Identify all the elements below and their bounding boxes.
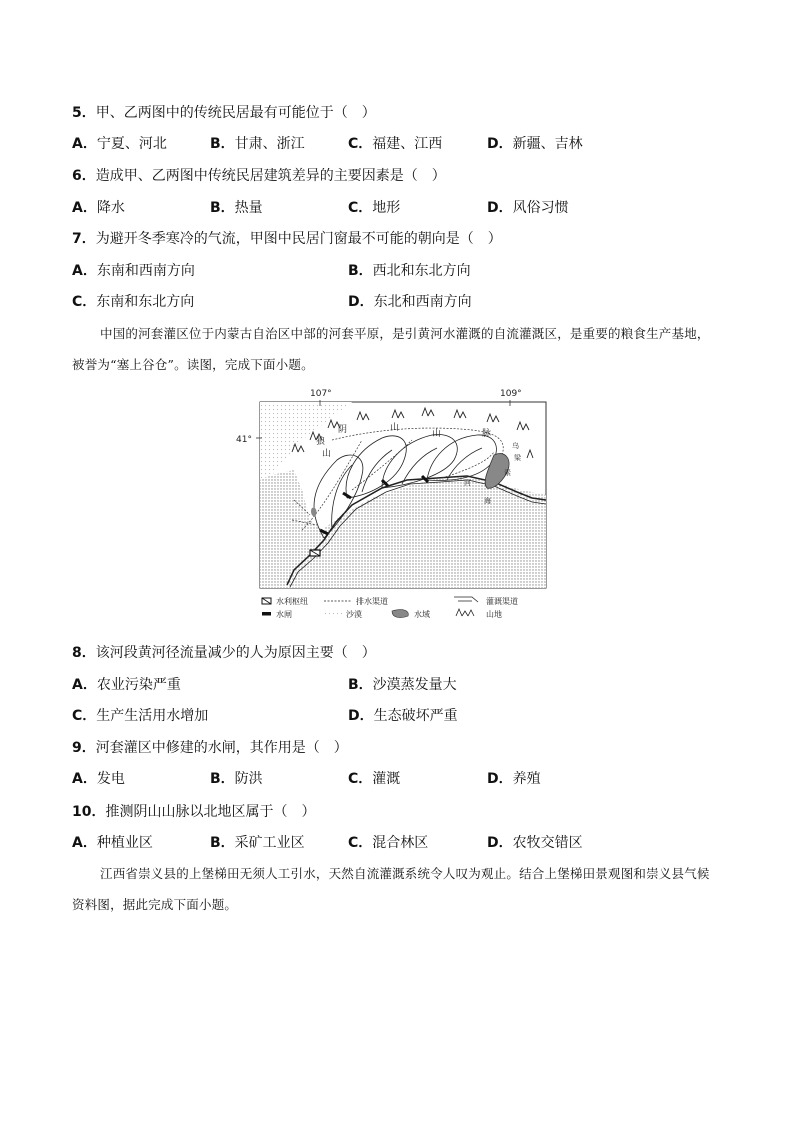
- option-9d[interactable]: D．养殖: [487, 771, 541, 787]
- lon-label-109: 109°: [500, 389, 522, 399]
- option-10b[interactable]: B．采矿工业区: [210, 835, 305, 851]
- option-5c[interactable]: C．福建、江西: [348, 136, 443, 152]
- option-5a[interactable]: A．宁夏、河北: [72, 136, 167, 152]
- option-7b[interactable]: B．西北和东北方向: [348, 263, 471, 279]
- legend-hub: 水利枢纽: [276, 597, 308, 606]
- label-shan: 山: [390, 423, 400, 433]
- label-he: 河: [464, 479, 471, 487]
- option-10d[interactable]: D．农牧交错区: [487, 835, 583, 851]
- option-6d[interactable]: D．风俗习惯: [487, 200, 569, 216]
- map-legend: [262, 596, 518, 619]
- question-8: [72, 644, 376, 662]
- option-9b[interactable]: B．防洪: [210, 771, 263, 787]
- option-7d[interactable]: D．东北和西南方向: [348, 294, 472, 310]
- label-lang: 狼: [316, 437, 326, 447]
- label-shan2: 山: [432, 429, 442, 439]
- question-number: 9．: [72, 740, 96, 756]
- option-9a[interactable]: A．发电: [72, 771, 125, 787]
- label-yin: 阴: [338, 425, 348, 435]
- question-number: 5．: [72, 105, 96, 121]
- option-10c[interactable]: C．混合林区: [348, 835, 429, 851]
- passage-hetao: 中国的河套灌区位于内蒙古自治区中部的河套平原，是引黄河水灌溉的自流灌溉区，是重要的粮食生产基地，被誉为“塞上谷仓”。读图，完成下面小题。: [72, 326, 710, 372]
- lat-label-41: 41°: [236, 435, 252, 445]
- question-number: 7．: [72, 231, 96, 247]
- label-su: 素: [504, 469, 511, 477]
- option-8d[interactable]: D．生态破坏严重: [348, 708, 458, 724]
- legend-gate: 水闸: [276, 610, 292, 619]
- option-6c[interactable]: C．地形: [348, 200, 401, 216]
- option-7c[interactable]: C．东南和东北方向: [72, 294, 195, 310]
- legend-mountain: 山地: [486, 610, 502, 619]
- option-8c[interactable]: C．生产生活用水增加: [72, 708, 209, 724]
- legend-desert: 沙漠: [346, 610, 362, 619]
- question-number: 8．: [72, 645, 96, 661]
- option-6a[interactable]: A．降水: [72, 200, 125, 216]
- question-9: [72, 739, 348, 757]
- question-number: 10．: [72, 804, 106, 820]
- label-shan3: 山: [322, 449, 332, 459]
- lon-label-107: 107°: [310, 389, 332, 399]
- hetao-irrigation-map: [232, 380, 572, 620]
- question-text: 甲、乙两图中的传统民居最有可能位于（ ）: [95, 105, 376, 121]
- legend-canal: 灌溉渠道: [486, 597, 518, 606]
- passage-shangbao: 江西省崇义县的上堡梯田无须人工引水，天然自流灌溉系统令人叹为观止。结合上堡梯田景观图和崇义县气候资料图，据此完成下面小题。: [72, 866, 710, 912]
- question-number: 6．: [72, 168, 96, 184]
- option-10a[interactable]: A．种植业区: [72, 835, 153, 851]
- question-text: 推测阴山山脉以北地区属于（ ）: [105, 804, 316, 820]
- legend-drain: 排水渠道: [356, 597, 388, 606]
- question-5: [72, 104, 376, 122]
- label-wu: 乌: [512, 442, 519, 450]
- question-text: 为避开冬季寒冷的气流，甲图中民居门窗最不可能的朝向是（ ）: [95, 231, 502, 247]
- option-5b[interactable]: B．甘肃、浙江: [210, 136, 305, 152]
- option-8b[interactable]: B．沙漠蒸发量大: [348, 677, 457, 693]
- question-10: [72, 803, 315, 821]
- question-6: [72, 167, 446, 185]
- option-7a[interactable]: A．东南和西南方向: [72, 263, 195, 279]
- option-5d[interactable]: D．新疆、吉林: [487, 136, 583, 152]
- question-7: [72, 230, 502, 248]
- legend-water: 水域: [414, 610, 430, 619]
- question-text: 该河段黄河径流量减少的人为原因主要（ ）: [95, 645, 376, 661]
- option-6b[interactable]: B．热量: [210, 200, 263, 216]
- label-hai: 海: [484, 497, 491, 505]
- label-liang: 梁: [514, 454, 521, 462]
- option-8a[interactable]: A．农业污染严重: [72, 677, 181, 693]
- option-9c[interactable]: C．灌溉: [348, 771, 401, 787]
- question-text: 河套灌区中修建的水闸，其作用是（ ）: [95, 740, 348, 756]
- label-mai: 脉: [482, 429, 492, 439]
- question-text: 造成甲、乙两图中传统民居建筑差异的主要因素是（ ）: [95, 168, 446, 184]
